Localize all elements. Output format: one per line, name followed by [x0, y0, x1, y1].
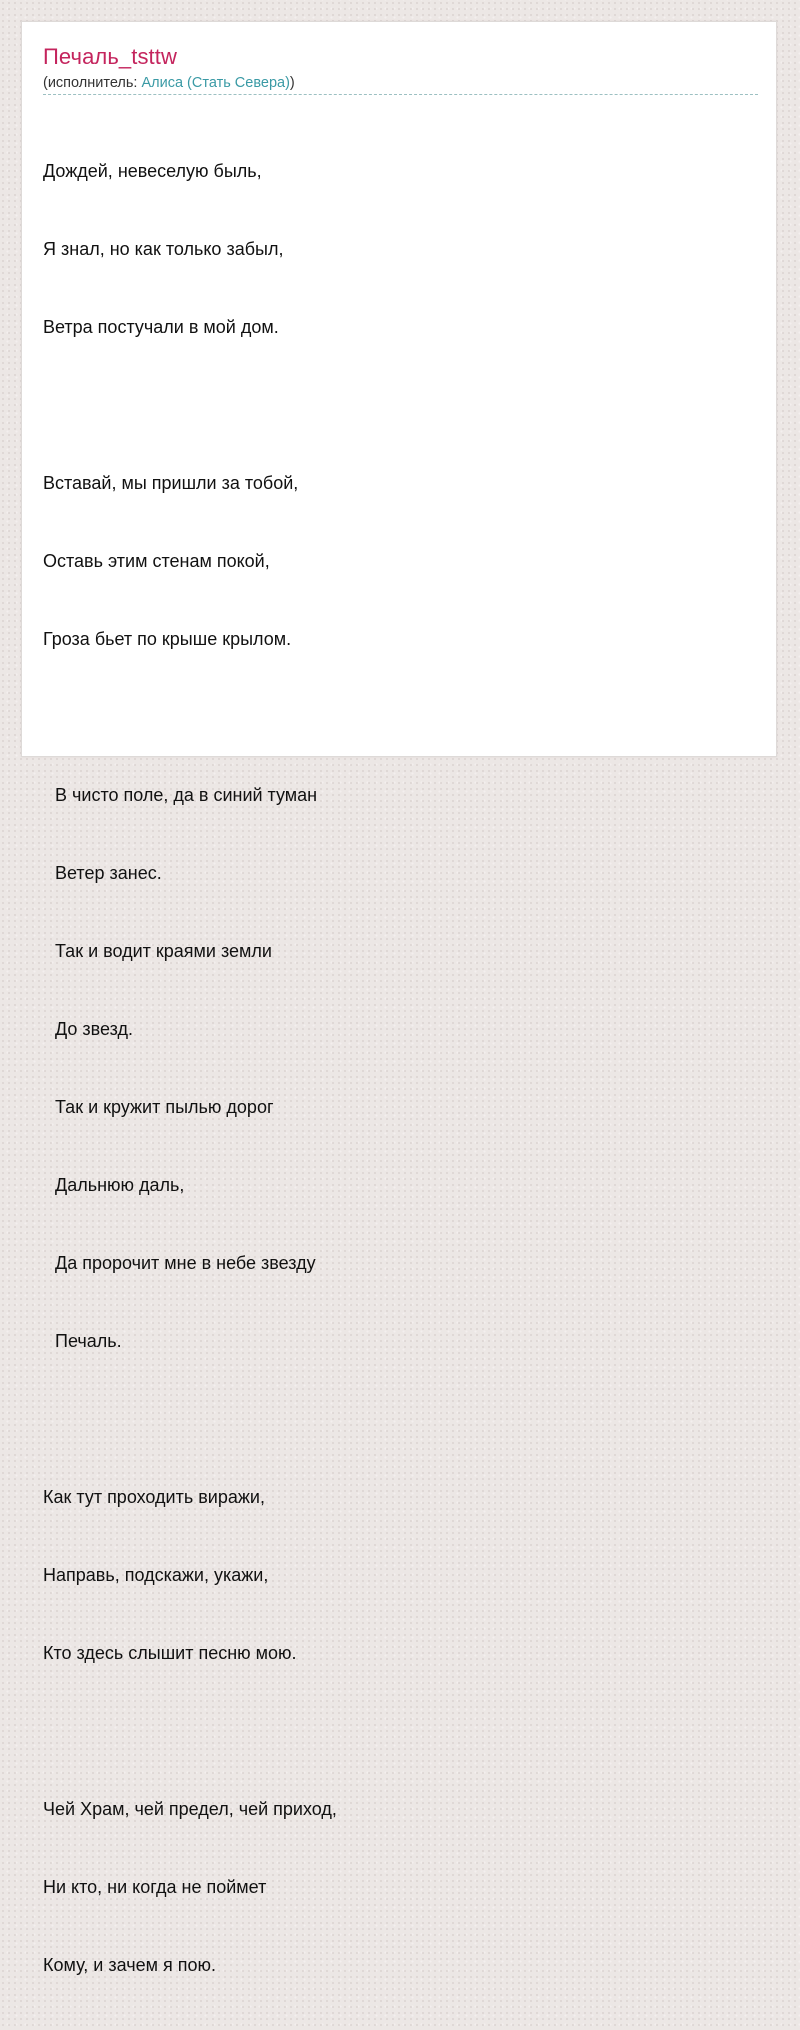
lyric-line: Ни кто, ни когда не поймет: [43, 1877, 267, 1897]
artist-link[interactable]: Алиса (Стать Севера): [141, 75, 290, 91]
chorus-line: До звезд.: [55, 1019, 133, 1039]
chorus-line: Печаль.: [55, 1331, 122, 1351]
chorus-line: Так и кружит пылью дорог: [55, 1097, 274, 1117]
stanza-gap: [43, 1718, 337, 1744]
lyrics-block: [43, 106, 337, 2030]
song-header: [43, 43, 758, 95]
chorus-line: Дальнюю даль,: [55, 1175, 185, 1195]
content-card: [21, 21, 777, 1975]
lyric-line: Кому, и зачем я пою.: [43, 1955, 216, 1975]
lyric-line: Оставь этим стенам покой,: [43, 551, 270, 571]
lyric-line: Чей Храм, чей предел, чей приход,: [43, 1799, 337, 1819]
lyric-line: Кто здесь слышит песню мою.: [43, 1643, 297, 1663]
lyric-line: Направь, подскажи, укажи,: [43, 1565, 269, 1585]
stanza-gap: [43, 1406, 337, 1432]
chorus-line: Так и водит краями земли: [55, 941, 272, 961]
chorus-line: Ветер занес.: [55, 863, 162, 883]
lyric-line: Как тут проходить виражи,: [43, 1487, 265, 1507]
stanza-gap: [43, 704, 337, 730]
artist-prefix: (исполнитель:: [43, 75, 142, 91]
chorus-line: Да пророчит мне в небе звезду: [55, 1253, 316, 1273]
lyric-line: Гроза бьет по крыше крылом.: [43, 629, 292, 649]
lyric-line: Дождей, невеселую быль,: [43, 161, 262, 181]
stanza-gap: [43, 392, 337, 418]
page-title: Печаль_tsttw: [43, 44, 177, 69]
lyric-line: Я знал, но как только забыл,: [43, 239, 284, 259]
chorus-line: В чисто поле, да в синий туман: [55, 785, 318, 805]
artist-suffix: ): [289, 75, 295, 91]
artist-line: [43, 74, 758, 95]
lyric-line: Ветра постучали в мой дом.: [43, 317, 279, 337]
lyric-line: Вставай, мы пришли за тобой,: [43, 473, 299, 493]
